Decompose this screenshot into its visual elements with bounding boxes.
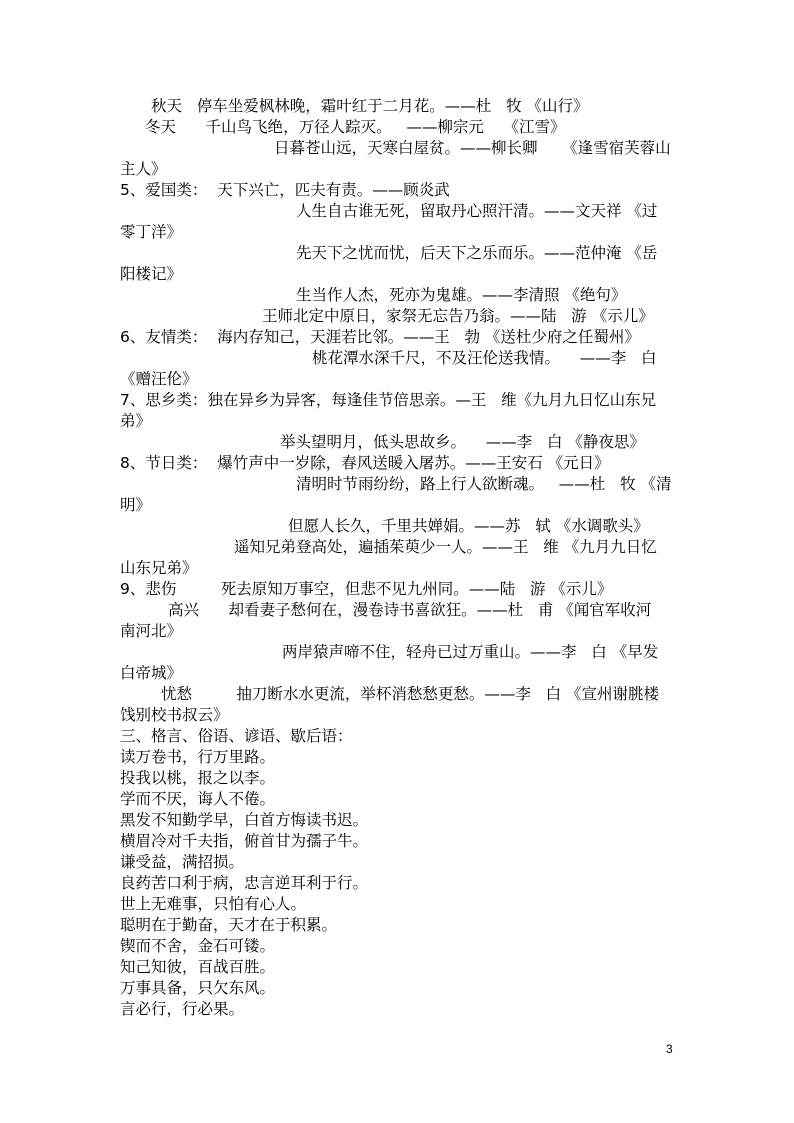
text-line: 但愿人长久，千里共婵娟。——苏 轼 《水调歌头》	[288, 517, 649, 535]
text-line: 山东兄弟》	[120, 559, 198, 577]
text-line: 横眉冷对千夫指，俯首甘为孺子牛。	[120, 832, 369, 850]
text-line: 忧愁 抽刀断水水更流，举杯消愁愁更愁。——李 白 《宣州谢朓楼	[161, 685, 660, 703]
text-line: 高兴 却看妻子愁何在，漫卷诗书喜欲狂。——杜 甫 《闻官军收河	[168, 601, 652, 619]
text-line: 读万卷书，行万里路。	[120, 748, 276, 766]
text-line: 谦受益，满招损。	[120, 853, 245, 871]
text-line: 零丁洋》	[120, 223, 183, 241]
text-line: 学而不厌，诲人不倦。	[120, 790, 276, 808]
text-line: 锲而不舍，金石可镂。	[120, 937, 276, 955]
text-line: 弟》	[120, 412, 152, 430]
text-line: 知己知彼，百战百胜。	[120, 958, 276, 976]
text-line: 清明时节雨纷纷，路上行人欲断魂。 ——杜 牧 《清	[296, 475, 672, 493]
text-line: 5、爱国类： 天下兴亡，匹夫有责。——顾炎武	[120, 181, 450, 199]
text-line: 王师北定中原日，家祭无忘告乃翁。——陆 游 《示儿》	[262, 307, 654, 325]
text-line: 明》	[120, 496, 152, 514]
text-line: 两岸猿声啼不住，轻舟已过万重山。——李 白 《早发	[282, 643, 659, 661]
text-line: 聪明在于勤奋，天才在于积累。	[120, 916, 338, 934]
text-line: 黑发不知勤学早，白首方悔读书迟。	[120, 811, 369, 829]
text-line: 日暮苍山远，天寒白屋贫。——柳长卿 《逢雪宿芙蓉山	[274, 139, 671, 157]
text-line: 饯别校书叔云》	[120, 706, 229, 724]
text-line: 8、节日类： 爆竹声中一岁除，春风送暖入屠苏。——王安石 《元日》	[120, 454, 610, 472]
text-line: 桃花潭水深千尺，不及汪伦送我情。 ——李 白	[312, 349, 657, 367]
text-line: 《赠汪伦》	[120, 370, 198, 388]
text-line: 7、思乡类：独在异乡为异客，每逢佳节倍思亲。—王 维《九月九日忆山东兄	[120, 391, 657, 409]
text-line: 白帝城》	[120, 664, 183, 682]
text-line: 冬天 千山鸟飞绝，万径人踪灭。 ——柳宗元 《江雪》	[145, 118, 566, 136]
text-line: 良药苦口利于病，忠言逆耳利于行。	[120, 874, 369, 892]
text-line: 6、友情类： 海内存知己，天涯若比邻。——王 勃 《送杜少府之任蜀州》	[120, 328, 640, 346]
page-number: 3	[666, 1042, 673, 1056]
text-line: 阳楼记》	[120, 265, 183, 283]
text-line: 言必行，行必果。	[120, 1000, 245, 1018]
text-line: 举头望明月，低头思故乡。 ——李 白 《静夜思》	[280, 433, 645, 451]
text-line: 先天下之忧而忧，后天下之乐而乐。——范仲淹 《岳	[296, 244, 658, 262]
text-line: 主人》	[120, 160, 167, 178]
section-heading: 三、格言、俗语、谚语、歇后语：	[120, 727, 353, 745]
text-line: 遥知兄弟登高处，遍插茱萸少一人。——王 维 《九月九日忆	[234, 538, 657, 556]
text-line: 生当作人杰，死亦为鬼雄。——李清照 《绝句》	[296, 286, 627, 304]
text-line: 投我以桃，报之以李。	[120, 769, 276, 787]
text-line: 万事具备，只欠东风。	[120, 979, 276, 997]
text-line: 南河北》	[120, 622, 183, 640]
text-line: 秋天 停车坐爱枫林晚，霜叶红于二月花。——杜 牧 《山行》	[151, 97, 589, 115]
text-line: 人生自古谁无死，留取丹心照汗清。——文天祥 《过	[296, 202, 658, 220]
text-line: 世上无难事，只怕有心人。	[120, 895, 307, 913]
text-line: 9、悲伤 死去原知万事空，但悲不见九州同。——陆 游 《示儿》	[120, 580, 613, 598]
